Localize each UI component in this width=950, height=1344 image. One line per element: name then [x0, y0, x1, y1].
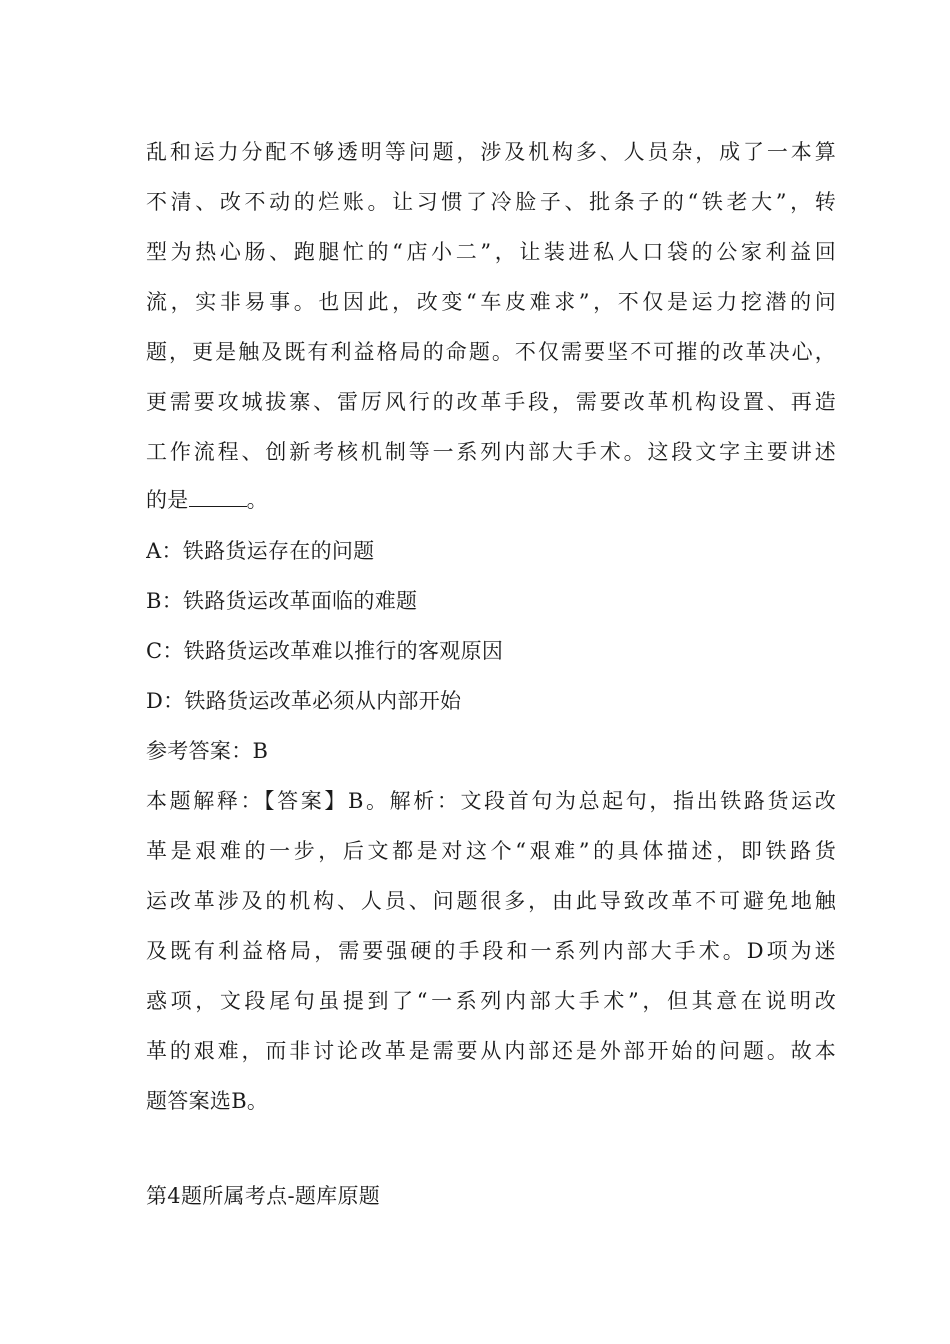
option-a: A：铁路货运存在的问题 — [146, 539, 375, 563]
passage-line: 流，实非易事。也因此，改变“车皮难求”，不仅是运力挖潜的问 — [146, 290, 836, 314]
explanation-line: 运改革涉及的机构、人员、问题很多，由此导致改革不可避免地触 — [146, 889, 836, 913]
option-d: D：铁路货运改革必须从内部开始 — [146, 689, 462, 713]
passage-line: 不清、改不动的烂账。让习惯了冷脸子、批条子的“铁老大”，转 — [146, 190, 836, 214]
passage-last-suffix: 。 — [246, 488, 268, 512]
explanation-line: 及既有利益格局，需要强硬的手段和一系列内部大手术。D项为迷 — [146, 939, 836, 963]
passage-line: 题，更是触及既有利益格局的命题。不仅需要坚不可摧的改革决心， — [146, 340, 836, 364]
passage-line: 乱和运力分配不够透明等问题，涉及机构多、人员杂，成了一本算 — [146, 140, 836, 164]
passage-line: 工作流程、创新考核机制等一系列内部大手术。这段文字主要讲述 — [146, 440, 836, 464]
next-question-topic: 第4题所属考点-题库原题 — [146, 1184, 381, 1208]
passage-line: 型为热心肠、跑腿忙的“店小二”，让装进私人口袋的公家利益回 — [146, 240, 836, 264]
option-c: C：铁路货运改革难以推行的客观原因 — [146, 639, 504, 663]
explanation-line: 革的艰难，而非讨论改革是需要从内部还是外部开始的问题。故本 — [146, 1039, 836, 1063]
passage-line: 更需要攻城拔寨、雷厉风行的改革手段，需要改革机构设置、再造 — [146, 390, 836, 414]
explanation-line: 革是艰难的一步，后文都是对这个“艰难”的具体描述，即铁路货 — [146, 839, 836, 863]
reference-answer: 参考答案：B — [146, 739, 269, 763]
option-b: B：铁路货运改革面临的难题 — [146, 589, 418, 613]
explanation-last-line: 题答案选B。 — [146, 1089, 269, 1113]
explanation-line: 惑项，文段尾句虽提到了“一系列内部大手术”，但其意在说明改 — [146, 989, 836, 1013]
passage-last-prefix: 的是 — [146, 488, 189, 512]
explanation-line: 本题解释：【答案】B。解析：文段首句为总起句，指出铁路货运改 — [146, 789, 836, 813]
passage-last-line — [146, 486, 836, 514]
answer-blank — [189, 486, 247, 507]
